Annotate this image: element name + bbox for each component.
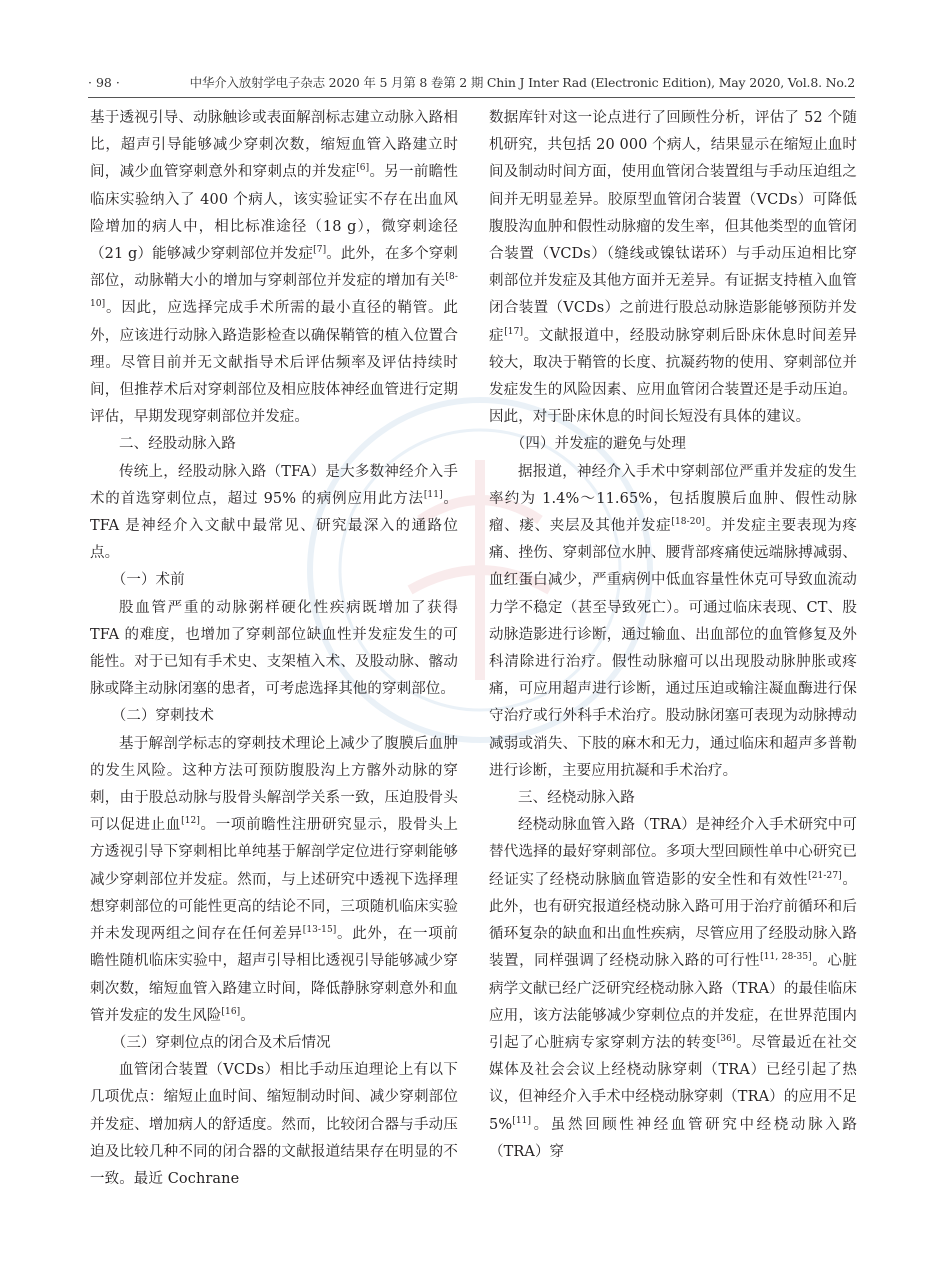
paragraph: 经桡动脉血管入路（TRA）是神经介入手术研究中可替代选择的最好穿刺部位。多项大型回顾性单中心研究已经证实了经桡动脉脑血管造影的安全性和有效性[21-27]。此外，也有研究报道经桡动脉入路可用于治疗前循环和后循环复杂的缺血和出血性疾病，尽管应用了经股动脉入路装置，同样强调了经桡动脉入路的可行性[11, 28-35]。心脏病学文献已经广泛研究经桡动脉入路（TRA）的最佳临床应用，该方法能够减少穿刺位点的并发症，在世界范围内引起了心脏病专家穿刺方法的转变[36]。尽管最近在社交媒体及社会会议上经桡动脉穿刺（TRA）已经引起了热议，但神经介入手术中经桡动脉穿刺（TRA）的应用不足 5%[11]。虽然回顾性神经血管研究中经桡动脉入路（TRA）穿 [489, 817, 857, 1160]
citation: [12] [181, 816, 200, 827]
citation: [13-15] [302, 925, 337, 936]
right-column [489, 105, 857, 1166]
paragraph: 基于解剖学标志的穿刺技术理论上减少了腹膜后血肿的发生风险。这种方法可预防腹股沟上方髂外动脉的穿刺，由于股总动脉与股骨头解剖学关系一致，压迫股骨头可以促进止血[12]。一项前瞻性注册研究显示，股骨头上方透视引导下穿刺相比单纯基于解剖学定位进行穿刺能够减少穿刺部位并发症。然而，与上述研究中透视下选择理想穿刺部位的可能性更高的结论不同，三项随机临床实验并未发现两组之间存在任何差异[13-15]。此外，在一项前瞻性随机临床实验中，超声引导相比透视引导能够减少穿刺次数，缩短血管入路建立时间，降低静脉穿刺意外和血管并发症的发生风险[16]。 [90, 735, 458, 1024]
running-header [88, 72, 855, 94]
header-rule [88, 97, 855, 98]
section-heading: 三、经桡动脉入路 [518, 790, 635, 807]
citation: [11] [512, 1115, 532, 1126]
subsection-heading: （二）穿刺技术 [111, 708, 214, 725]
citation: [17] [504, 326, 524, 337]
subsection-heading: （四）并发症的避免与处理 [510, 436, 686, 453]
citation: [16] [221, 1006, 241, 1017]
paragraph: 数据库针对这一论点进行了回顾性分析，评估了 52 个随机研究，共包括 20 000 个病人，结果显示在缩短止血时间及制动时间方面，使用血管闭合装置组与手动压迫组之间并无明显差异。胶原型血管闭合装置（VCDs）可降低腹股沟血肿和假性动脉瘤的发生率，但其他类型的血管闭合装置（VCDs）（缝线或镍钛诺环）与手动压迫相比穿刺部位并发症及其他方面并无差异。有证据支持植入血管闭合装置（VCDs）之前进行股总动脉造影能够预防并发症[17]。文献报道中，经股动脉穿刺后卧床休息时间差异较大，取决于鞘管的长度、抗凝药物的使用、穿刺部位并发症发生的风险因素、应用血管闭合装置还是手动压迫。因此，对于卧床休息的时间长短没有具体的建议。 [489, 110, 857, 426]
left-column [90, 105, 458, 1193]
subsection-heading: （三）穿刺位点的闭合及术后情况 [111, 1034, 331, 1051]
paragraph: 据报道，神经介入手术中穿刺部位严重并发症的发生率约为 1.4%～11.65%，包括腹膜后血肿、假性动脉瘤、瘘、夹层及其他并发症[18-20]。并发症主要表现为疼痛、挫伤、穿刺部位水肿、腰背部疼痛使远端脉搏减弱、血红蛋白减少，严重病例中低血容量性休克可导致血流动力学不稳定（甚至导致死亡）。可通过临床表现、CT、股动脉造影进行诊断，通过输血、出血部位的血管修复及外科清除进行治疗。假性动脉瘤可以出现股动脉肿胀或疼痛，可应用超声进行诊断，通过压迫或输注凝血酶进行保守治疗或行外科手术治疗。股动脉闭塞可表现为动脉搏动减弱或消失、下肢的麻木和无力，通过临床和超声多普勒进行诊断，主要应用抗凝和手术治疗。 [489, 463, 857, 779]
citation: [7] [313, 245, 327, 256]
citation: [6] [356, 163, 370, 174]
citation: [11, 28-35] [760, 952, 812, 963]
paragraph: 股血管严重的动脉粥样硬化性疾病既增加了获得 TFA 的难度，也增加了穿刺部位缺血性并发症发生的可能性。对于已知有手术史、支架植入术、及股动脉、髂动脉或降主动脉闭塞的患者，可考虑选择其他的穿刺部位。 [90, 599, 458, 698]
citation: [21-27] [808, 870, 842, 881]
citation: [36] [716, 1033, 736, 1044]
citation: [11] [423, 489, 443, 500]
citation: [18-20] [671, 517, 706, 528]
section-heading: 二、经股动脉入路 [119, 436, 236, 453]
paragraph: 传统上，经股动脉入路（TFA）是大多数神经介入手术的首选穿刺位点，超过 95% 的病例应用此方法[11]。TFA 是神经介入文献中最常见、研究最深入的通路位点。 [90, 463, 458, 562]
paragraph: 血管闭合装置（VCDs）相比手动压迫理论上有以下几项优点：缩短止血时间、缩短制动时间、减少穿刺部位并发症、增加病人的舒适度。然而，比较闭合器与手动压迫及比较几种不同的闭合器的文献报道结果存在明显的不一致。最近 Cochrane [90, 1062, 458, 1187]
page-number: · 98 · [88, 75, 120, 90]
subsection-heading: （一）术前 [111, 572, 185, 589]
journal-citation: 中华介入放射学电子杂志 2020 年 5 月第 8 卷第 2 期 Chin J Inter Rad (Electronic Edition), May 2020, Vol.8. No.2 [189, 75, 855, 90]
paragraph: 基于透视引导、动脉触诊或表面解剖标志建立动脉入路相比，超声引导能够减少穿刺次数，缩短血管入路建立时间，减少血管穿刺意外和穿刺点的并发症[6]。另一前瞻性临床实验纳入了 400 个病人，该实验证实不存在出血风险增加的病人中，相比标准途径（18 g），微穿刺途径（21 g）能够减少穿刺部位并发症[7]。此外，在多个穿刺部位，动脉鞘大小的增加与穿刺部位并发症的增加有关[8-10]。因此，应选择完成手术所需的最小直径的鞘管。此外，应该进行动脉入路造影检查以确保鞘管的植入位置合理。尽管目前并无文献指导术后评估频率及评估持续时间，但推荐术后对穿刺部位及相应肢体神经血管进行定期评估，早期发现穿刺部位并发症。 [90, 110, 458, 426]
citation: [8-10] [90, 272, 458, 310]
